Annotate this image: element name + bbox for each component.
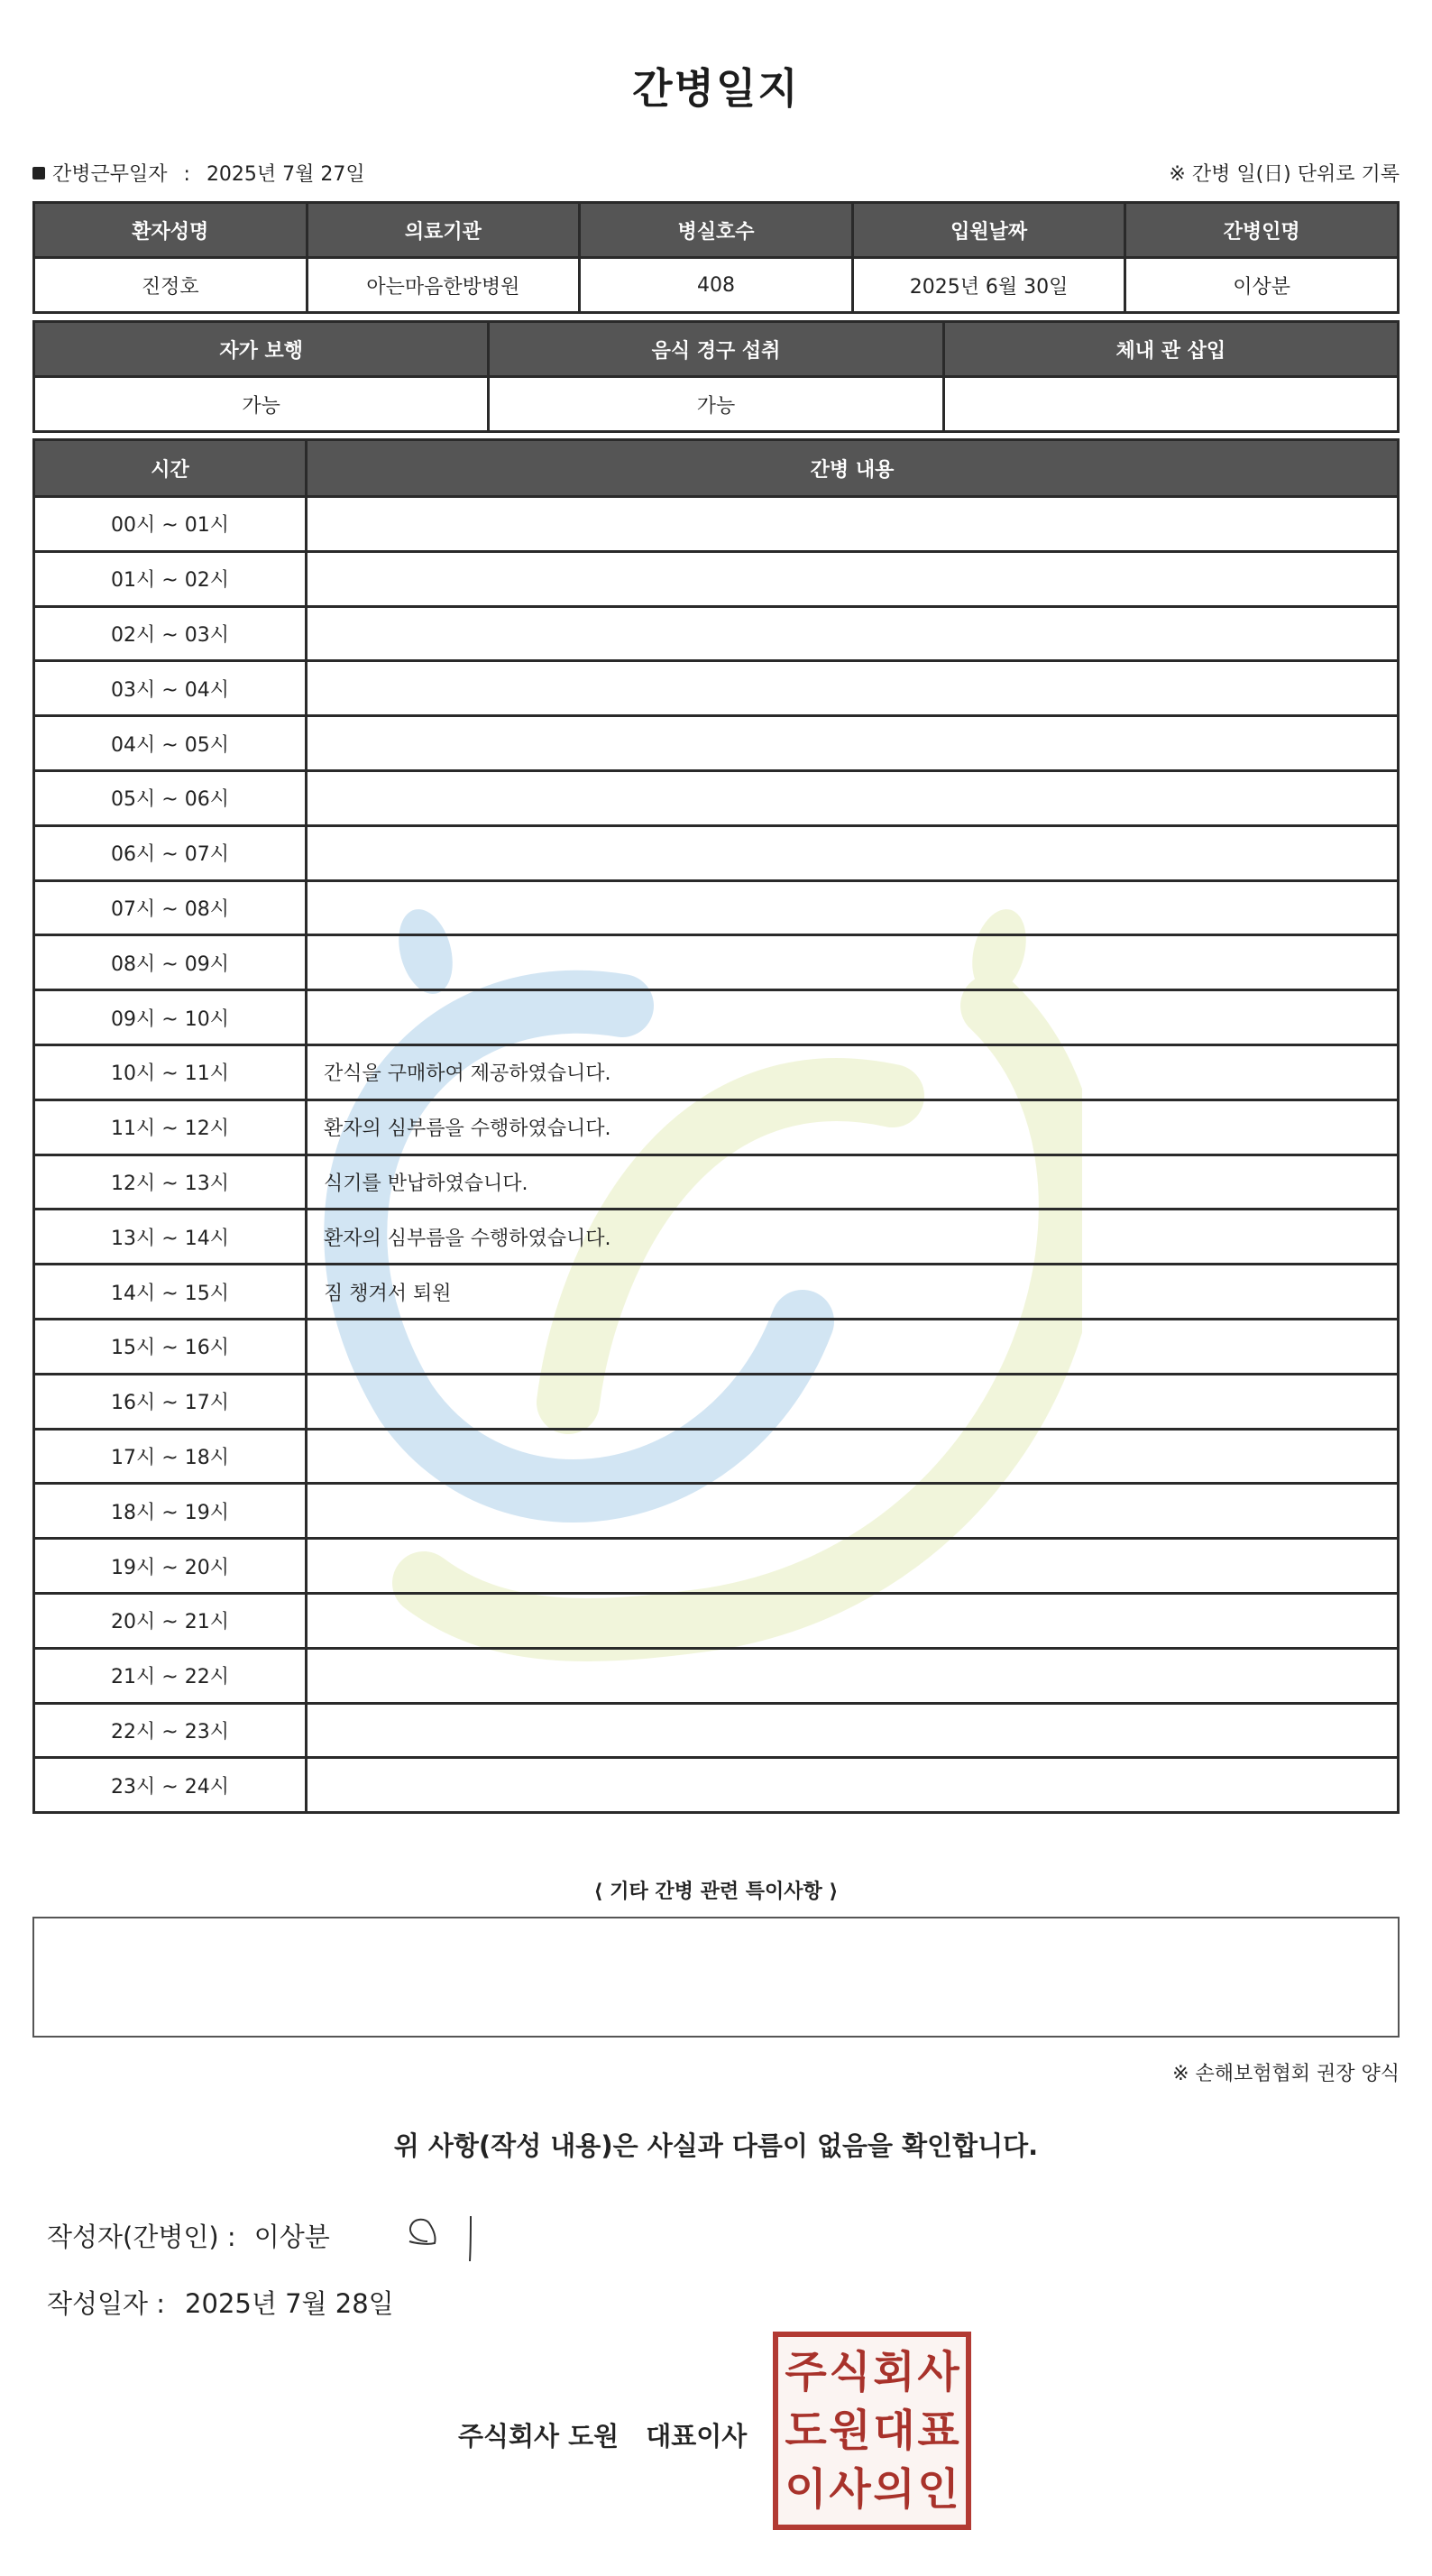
content-cell: 환자의 심부름을 수행하였습니다. bbox=[307, 1210, 1399, 1265]
table-row bbox=[34, 1703, 1399, 1758]
content-cell bbox=[307, 880, 1399, 935]
header-caregiver-name: 간병인명 bbox=[1125, 203, 1399, 258]
table-row bbox=[34, 935, 1399, 990]
table-row bbox=[34, 1265, 1399, 1320]
duty-date-line bbox=[32, 159, 365, 187]
content-cell bbox=[307, 497, 1399, 552]
time-cell: 06시 ~ 07시 bbox=[34, 825, 307, 880]
table-row bbox=[34, 1374, 1399, 1429]
time-cell: 18시 ~ 19시 bbox=[34, 1484, 307, 1539]
company-seal-stamp bbox=[773, 2332, 971, 2530]
seal-character: 식 bbox=[829, 2346, 871, 2397]
content-cell bbox=[307, 1539, 1399, 1594]
time-cell: 23시 ~ 24시 bbox=[34, 1758, 307, 1813]
duty-date-separator: : bbox=[183, 163, 190, 186]
special-notes-box bbox=[32, 1917, 1400, 2038]
table-row bbox=[34, 1099, 1399, 1155]
table-row bbox=[34, 1593, 1399, 1648]
unit-note: ※ 간병 일(日) 단위로 기록 bbox=[1169, 163, 1400, 186]
handwritten-signature bbox=[397, 2205, 487, 2268]
header-self-walking: 자가 보행 bbox=[34, 322, 489, 377]
table-row bbox=[34, 606, 1399, 661]
self-walking-value: 가능 bbox=[34, 377, 489, 432]
document-title: 간병일지 bbox=[632, 64, 800, 113]
duty-date-value: 2025년 7월 27일 bbox=[206, 163, 365, 186]
content-cell bbox=[307, 935, 1399, 990]
table-row bbox=[34, 1539, 1399, 1594]
content-cell bbox=[307, 1429, 1399, 1484]
header-hospital: 의료기관 bbox=[307, 203, 580, 258]
content-cell: 간식을 구매하여 제공하였습니다. bbox=[307, 1044, 1399, 1099]
special-notes-title: ⟨ 기타 간병 관련 특이사항 ⟩ bbox=[593, 1881, 839, 1903]
care-log-header-row bbox=[34, 440, 1399, 497]
header-patient-name: 환자성명 bbox=[34, 203, 308, 258]
bullet-square-icon bbox=[32, 167, 45, 179]
header-care-content: 간병 내용 bbox=[307, 440, 1399, 497]
seal-character: 표 bbox=[917, 2405, 959, 2456]
seal-character: 사 bbox=[829, 2464, 871, 2516]
content-cell bbox=[307, 1648, 1399, 1703]
patient-name-value: 진정호 bbox=[34, 258, 308, 313]
seal-characters bbox=[784, 2342, 960, 2519]
content-cell bbox=[307, 1593, 1399, 1648]
content-cell bbox=[307, 1319, 1399, 1374]
header-oral-intake: 음식 경구 섭취 bbox=[489, 322, 943, 377]
time-cell: 17시 ~ 18시 bbox=[34, 1429, 307, 1484]
room-number-value: 408 bbox=[580, 258, 853, 313]
form-source-footnote: ※ 손해보험협회 권장 양식 bbox=[1172, 2063, 1400, 2085]
table-row bbox=[34, 716, 1399, 771]
table-row bbox=[34, 1429, 1399, 1484]
table-row bbox=[34, 1758, 1399, 1813]
meta-row bbox=[32, 159, 1400, 186]
seal-character: 도 bbox=[785, 2405, 827, 2456]
table-row bbox=[34, 1210, 1399, 1265]
content-cell bbox=[307, 770, 1399, 825]
table-row bbox=[34, 1155, 1399, 1210]
time-cell: 15시 ~ 16시 bbox=[34, 1319, 307, 1374]
company-name: 주식회사 도원 bbox=[458, 2421, 620, 2452]
time-cell: 16시 ~ 17시 bbox=[34, 1374, 307, 1429]
header-admission-date: 입원날짜 bbox=[852, 203, 1125, 258]
table-row bbox=[34, 661, 1399, 716]
oral-intake-value: 가능 bbox=[489, 377, 943, 432]
time-cell: 19시 ~ 20시 bbox=[34, 1539, 307, 1594]
time-cell: 10시 ~ 11시 bbox=[34, 1044, 307, 1099]
content-cell bbox=[307, 551, 1399, 606]
patient-status-value-row bbox=[34, 377, 1399, 432]
time-cell: 04시 ~ 05시 bbox=[34, 716, 307, 771]
time-cell: 21시 ~ 22시 bbox=[34, 1648, 307, 1703]
time-cell: 05시 ~ 06시 bbox=[34, 770, 307, 825]
seal-character: 사 bbox=[917, 2346, 959, 2397]
company-representative: 대표이사 bbox=[646, 2421, 748, 2452]
time-cell: 03시 ~ 04시 bbox=[34, 661, 307, 716]
header-tube-insertion: 체내 관 삽입 bbox=[943, 322, 1398, 377]
time-cell: 08시 ~ 09시 bbox=[34, 935, 307, 990]
writer-label: 작성자(간병인) : bbox=[47, 2222, 236, 2252]
patient-info-header-row bbox=[34, 203, 1399, 258]
content-cell bbox=[307, 716, 1399, 771]
content-cell: 식기를 반납하였습니다. bbox=[307, 1155, 1399, 1210]
care-log-table bbox=[32, 438, 1400, 1814]
duty-date-label: 간병근무일자 bbox=[52, 163, 168, 186]
company-line bbox=[458, 2416, 747, 2453]
patient-status-table bbox=[32, 320, 1400, 433]
time-cell: 11시 ~ 12시 bbox=[34, 1099, 307, 1155]
written-date-value: 2025년 7월 28일 bbox=[185, 2288, 394, 2319]
table-row bbox=[34, 1319, 1399, 1374]
table-row bbox=[34, 990, 1399, 1045]
patient-status-header-row bbox=[34, 322, 1399, 377]
content-cell bbox=[307, 1374, 1399, 1429]
content-cell: 짐 챙겨서 퇴원 bbox=[307, 1265, 1399, 1320]
caregiver-name-value: 이상분 bbox=[1125, 258, 1399, 313]
written-date-line bbox=[47, 2284, 394, 2321]
content-cell bbox=[307, 990, 1399, 1045]
table-row bbox=[34, 497, 1399, 552]
table-row bbox=[34, 770, 1399, 825]
table-row bbox=[34, 825, 1399, 880]
time-cell: 14시 ~ 15시 bbox=[34, 1265, 307, 1320]
time-cell: 01시 ~ 02시 bbox=[34, 551, 307, 606]
table-row bbox=[34, 551, 1399, 606]
header-time: 시간 bbox=[34, 440, 307, 497]
writer-name: 이상분 bbox=[253, 2222, 330, 2252]
seal-character: 인 bbox=[917, 2464, 959, 2516]
seal-character: 주 bbox=[785, 2346, 827, 2397]
seal-character: 회 bbox=[873, 2346, 915, 2397]
seal-character: 대 bbox=[873, 2405, 915, 2456]
patient-info-value-row bbox=[34, 258, 1399, 313]
content-cell bbox=[307, 1703, 1399, 1758]
hospital-value: 아는마음한방병원 bbox=[307, 258, 580, 313]
seal-character: 이 bbox=[785, 2464, 827, 2516]
seal-character: 원 bbox=[829, 2405, 871, 2456]
time-cell: 13시 ~ 14시 bbox=[34, 1210, 307, 1265]
time-cell: 09시 ~ 10시 bbox=[34, 990, 307, 1045]
time-cell: 07시 ~ 08시 bbox=[34, 880, 307, 935]
content-cell: 환자의 심부름을 수행하였습니다. bbox=[307, 1099, 1399, 1155]
table-row bbox=[34, 1044, 1399, 1099]
time-cell: 22시 ~ 23시 bbox=[34, 1703, 307, 1758]
content-cell bbox=[307, 606, 1399, 661]
content-cell bbox=[307, 661, 1399, 716]
time-cell: 12시 ~ 13시 bbox=[34, 1155, 307, 1210]
table-row bbox=[34, 880, 1399, 935]
confirmation-statement: 위 사항(작성 내용)은 사실과 다름이 없음을 확인합니다. bbox=[393, 2130, 1039, 2161]
time-cell: 20시 ~ 21시 bbox=[34, 1593, 307, 1648]
content-cell bbox=[307, 1758, 1399, 1813]
seal-character: 의 bbox=[873, 2464, 915, 2516]
written-date-label: 작성일자 : bbox=[47, 2288, 166, 2319]
content-cell bbox=[307, 1484, 1399, 1539]
time-cell: 00시 ~ 01시 bbox=[34, 497, 307, 552]
time-cell: 02시 ~ 03시 bbox=[34, 606, 307, 661]
writer-line bbox=[47, 2217, 330, 2254]
patient-info-table bbox=[32, 201, 1400, 314]
tube-insertion-value bbox=[943, 377, 1398, 432]
table-row bbox=[34, 1484, 1399, 1539]
content-cell bbox=[307, 825, 1399, 880]
table-row bbox=[34, 1648, 1399, 1703]
admission-date-value: 2025년 6월 30일 bbox=[852, 258, 1125, 313]
header-room-number: 병실호수 bbox=[580, 203, 853, 258]
